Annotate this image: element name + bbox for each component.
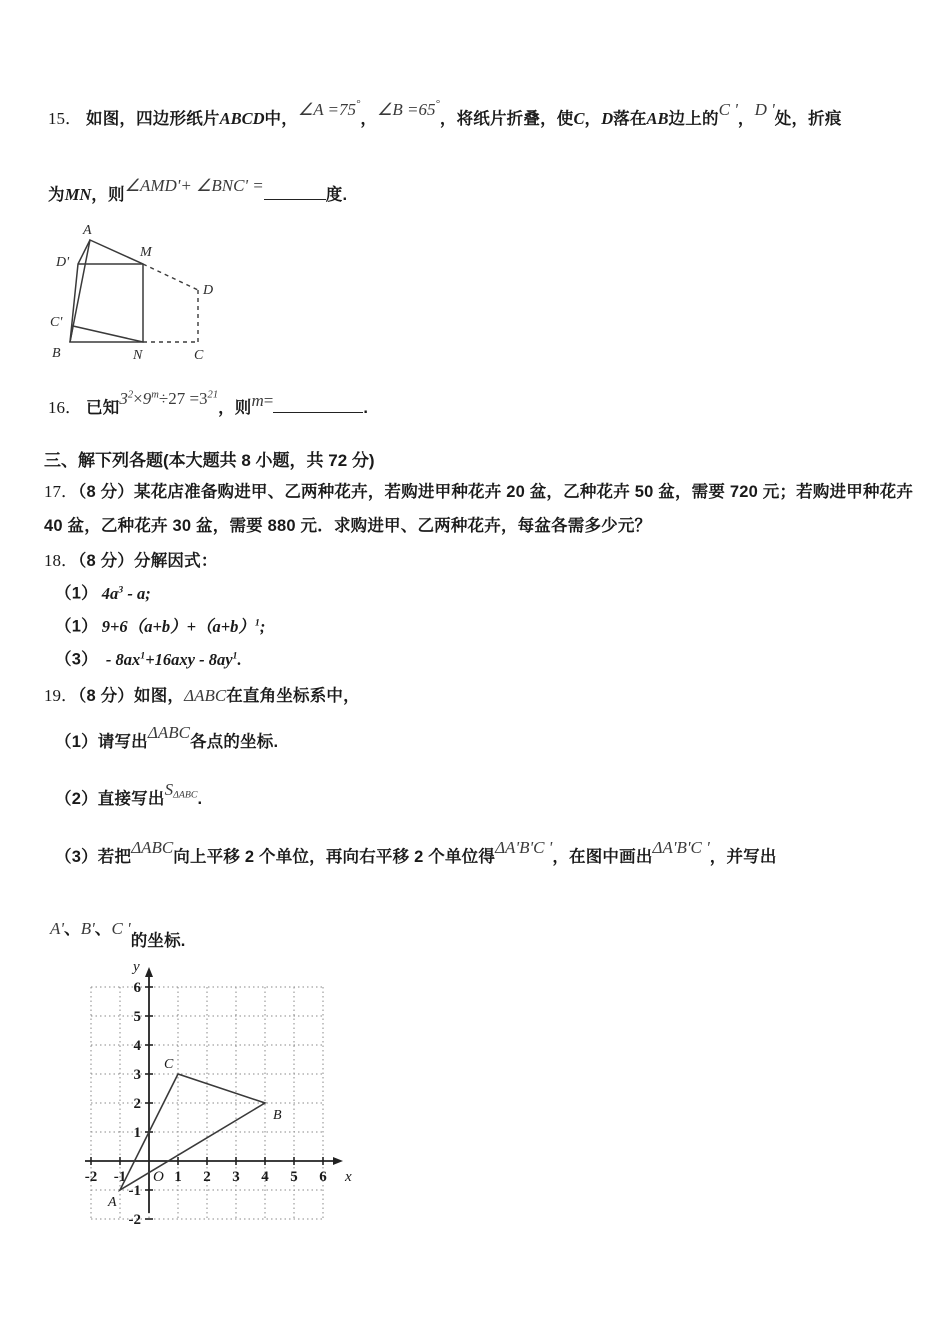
q19-triangle-abc: ΔABC (184, 686, 227, 705)
svg-text:-2: -2 (128, 1212, 141, 1228)
svg-text:4: 4 (133, 1038, 141, 1054)
q15-text-f: 处，折痕 (774, 110, 842, 128)
fig15-label-D-prime: D' (56, 255, 70, 270)
q19-p2-text-b: . (197, 790, 203, 808)
q19-p1-label: （1） (55, 733, 98, 751)
svg-text:-1: -1 (128, 1183, 141, 1199)
fig15-label-B: B (52, 346, 61, 361)
q19-p1-text-b: 各点的坐标. (189, 733, 279, 751)
q19-p3-text-b: 向上平移 2 个单位，再向右平移 2 个单位得 (173, 848, 496, 866)
question-19-part-2 (55, 780, 203, 809)
q18-item-2-label: （1） (55, 617, 98, 636)
fig15-label-A: A (83, 223, 92, 238)
q15-line2-b: ，则 (91, 186, 125, 204)
svg-text:2: 2 (203, 1169, 211, 1185)
question-18-prompt (44, 552, 218, 570)
svg-text:y: y (133, 959, 140, 975)
q16-comma: ，则 (218, 399, 252, 417)
q16-number: 16 (48, 398, 65, 417)
q16-dot: ． (65, 398, 82, 417)
question-19-part-3 (55, 838, 777, 866)
q15-degree-1: ° (356, 98, 361, 110)
question-17-line-1 (44, 483, 913, 501)
question-15-line-2 (48, 176, 348, 204)
question-16 (48, 389, 369, 417)
q18-number: 18 (44, 551, 61, 570)
q19-p3-text-c: ，在图中画出 (552, 848, 653, 866)
q15-comma-3: ， (584, 110, 602, 128)
q18-item-3-label: （3） (55, 650, 98, 669)
q15-text-b: 中， (264, 110, 298, 128)
q15-d-prime: D ' (754, 100, 775, 119)
question-18-item-2 (55, 618, 265, 636)
q16-exp-1: 2 (127, 389, 134, 401)
svg-text:O: O (153, 1169, 164, 1185)
section-3-heading: 三、解下列各题(本大题共 8 小题，共 72 分) (44, 451, 375, 470)
q19-p3-triangle-prime-1: ΔA'B'C ' (495, 838, 553, 857)
q19-p3-text-d: ，并写出 (709, 848, 777, 866)
q19-p1-text-a: 请写出 (97, 733, 148, 751)
q19-p4-sep-1: 、 (64, 920, 81, 938)
q19-p2-label: （2） (55, 790, 98, 808)
q19-intro-b: 在直角坐标系中， (226, 687, 360, 705)
q15-angle-a: ∠A =75 (297, 100, 356, 119)
q15-label-c: C (573, 109, 585, 128)
figure-coordinate-plane (48, 959, 352, 1245)
svg-text:3: 3 (133, 1067, 141, 1083)
q15-label-d: D (601, 109, 614, 128)
q19-p1-triangle: ΔABC (147, 723, 190, 742)
q16-exp-2: m (151, 389, 159, 401)
q19-p4-d: 的坐标. (130, 932, 186, 950)
q18-item-3-expr: - $8ax^1+16axy - 8ay^1$. (101, 649, 242, 669)
question-19-intro (44, 687, 360, 705)
figure-15-svg (48, 222, 263, 377)
figure-quadrilateral-abcd (48, 222, 263, 377)
fig15-label-D: D (203, 283, 214, 298)
coordinate-plane-svg (48, 959, 352, 1245)
q16-m: m (251, 391, 264, 410)
q18-points: （8 分） (78, 552, 135, 570)
q15-unit: 度. (325, 186, 348, 204)
q15-abcd: ABCD (219, 109, 265, 128)
q16-answer-blank[interactable] (273, 398, 363, 413)
q19-p2-s: $S_{\Delta ABC}$ (164, 780, 198, 801)
q16-exp-3: 21 (207, 389, 219, 401)
q15-dot: ． (65, 109, 82, 128)
q16-times: × (133, 389, 143, 408)
q16-base-1: 3 (119, 389, 128, 408)
q19-intro-a: 如图， (134, 687, 185, 705)
svg-text:1: 1 (174, 1169, 182, 1185)
fig15-label-C-prime: C' (50, 315, 63, 330)
q18-item-2-expr: $9+6(a+b)+(a+b)^1$; (101, 616, 266, 636)
fig15-label-C: C (194, 348, 204, 363)
q15-answer-blank[interactable] (264, 185, 326, 200)
svg-text:6: 6 (133, 980, 141, 996)
svg-text:5: 5 (133, 1009, 141, 1025)
svg-text:2: 2 (133, 1096, 141, 1112)
q16-expression (119, 389, 218, 408)
fig15-label-N: N (133, 348, 143, 363)
q17-points: （8 分） (78, 483, 135, 501)
q15-expression: ∠AMD'+ ∠BNC' = (124, 176, 264, 195)
q15-comma-2: ， (439, 110, 457, 128)
svg-text:C: C (164, 1057, 174, 1072)
q16-div: ÷27 =3 (158, 389, 208, 408)
q15-line2-a: 为 (48, 186, 65, 204)
svg-text:-2: -2 (84, 1169, 98, 1185)
q18-dot: ． (61, 551, 78, 570)
q15-angle-b: ∠B =65 (377, 100, 436, 119)
q19-dot: ． (61, 686, 78, 705)
q19-p3-triangle: ΔABC (131, 838, 174, 857)
svg-text:6: 6 (319, 1169, 327, 1185)
svg-text:B: B (273, 1108, 282, 1123)
svg-text:-1: -1 (113, 1169, 127, 1185)
svg-text:x: x (345, 1169, 352, 1185)
q19-p2-text-a: 直接写出 (97, 790, 165, 808)
svg-text:A: A (108, 1195, 117, 1210)
q19-p4-b: B' (80, 919, 95, 938)
question-18-item-3 (55, 651, 242, 669)
q16-period: . (363, 399, 369, 417)
question-19-part-1 (55, 723, 279, 751)
q19-p4-sep-2: 、 (94, 920, 112, 938)
q17-text-line-1: 某花店准备购进甲、乙两种花卉，若购进甲种花卉 20 盆，乙种花卉 50 盆，需要 720 元；若购进甲种花卉 (134, 483, 914, 501)
q15-text-c: 将纸片折叠，使 (456, 110, 574, 128)
q15-comma-1: ， (360, 110, 378, 128)
q19-p4-a: A' (50, 919, 65, 938)
q19-p2-subscript: ΔABC (173, 789, 198, 801)
svg-text:1: 1 (133, 1125, 141, 1141)
q17-number: 17 (44, 482, 61, 501)
q18-item-1-label: （1） (55, 584, 98, 603)
q19-p4-c: C ' (111, 919, 131, 938)
q17-dot: ． (61, 482, 78, 501)
svg-text:5: 5 (290, 1169, 298, 1185)
q15-mn: MN (64, 185, 92, 204)
svg-text:3: 3 (232, 1169, 240, 1185)
q15-text-e: 边上的 (668, 110, 719, 128)
q19-points: （8 分） (78, 687, 135, 705)
svg-text:4: 4 (261, 1169, 269, 1185)
q18-prompt-text: 分解因式： (134, 552, 218, 570)
question-18-item-1 (55, 585, 151, 603)
q18-item-1-expr: $4a^3$ - a; (101, 583, 151, 603)
q19-p3-text-a: 若把 (97, 848, 132, 866)
q15-comma-4: ， (737, 110, 755, 128)
q15-text-d: 落在 (613, 110, 647, 128)
question-15-line-1 (48, 98, 842, 128)
q16-text-a: 已知 (86, 399, 120, 417)
q15-text-a: 如图，四边形纸片 (86, 110, 220, 128)
q15-number: 15 (48, 109, 65, 128)
q19-number: 19 (44, 686, 61, 705)
q15-ab: AB (646, 109, 669, 128)
q19-p3-triangle-prime-2: ΔA'B'C ' (652, 838, 710, 857)
q15-c-prime: C ' (718, 100, 738, 119)
question-17-line-2: 40 盆，乙种花卉 30 盆，需要 880 元．求购进甲、乙两种花卉，每盆各需多少元？ (44, 517, 652, 535)
q16-base-2: 9 (142, 389, 152, 408)
question-19-part-3-coords (50, 919, 186, 950)
q16-equals: = (263, 391, 274, 410)
q15-degree-2: ° (435, 98, 440, 110)
fig15-label-M: M (140, 245, 152, 260)
q19-p3-label: （3） (55, 848, 98, 866)
